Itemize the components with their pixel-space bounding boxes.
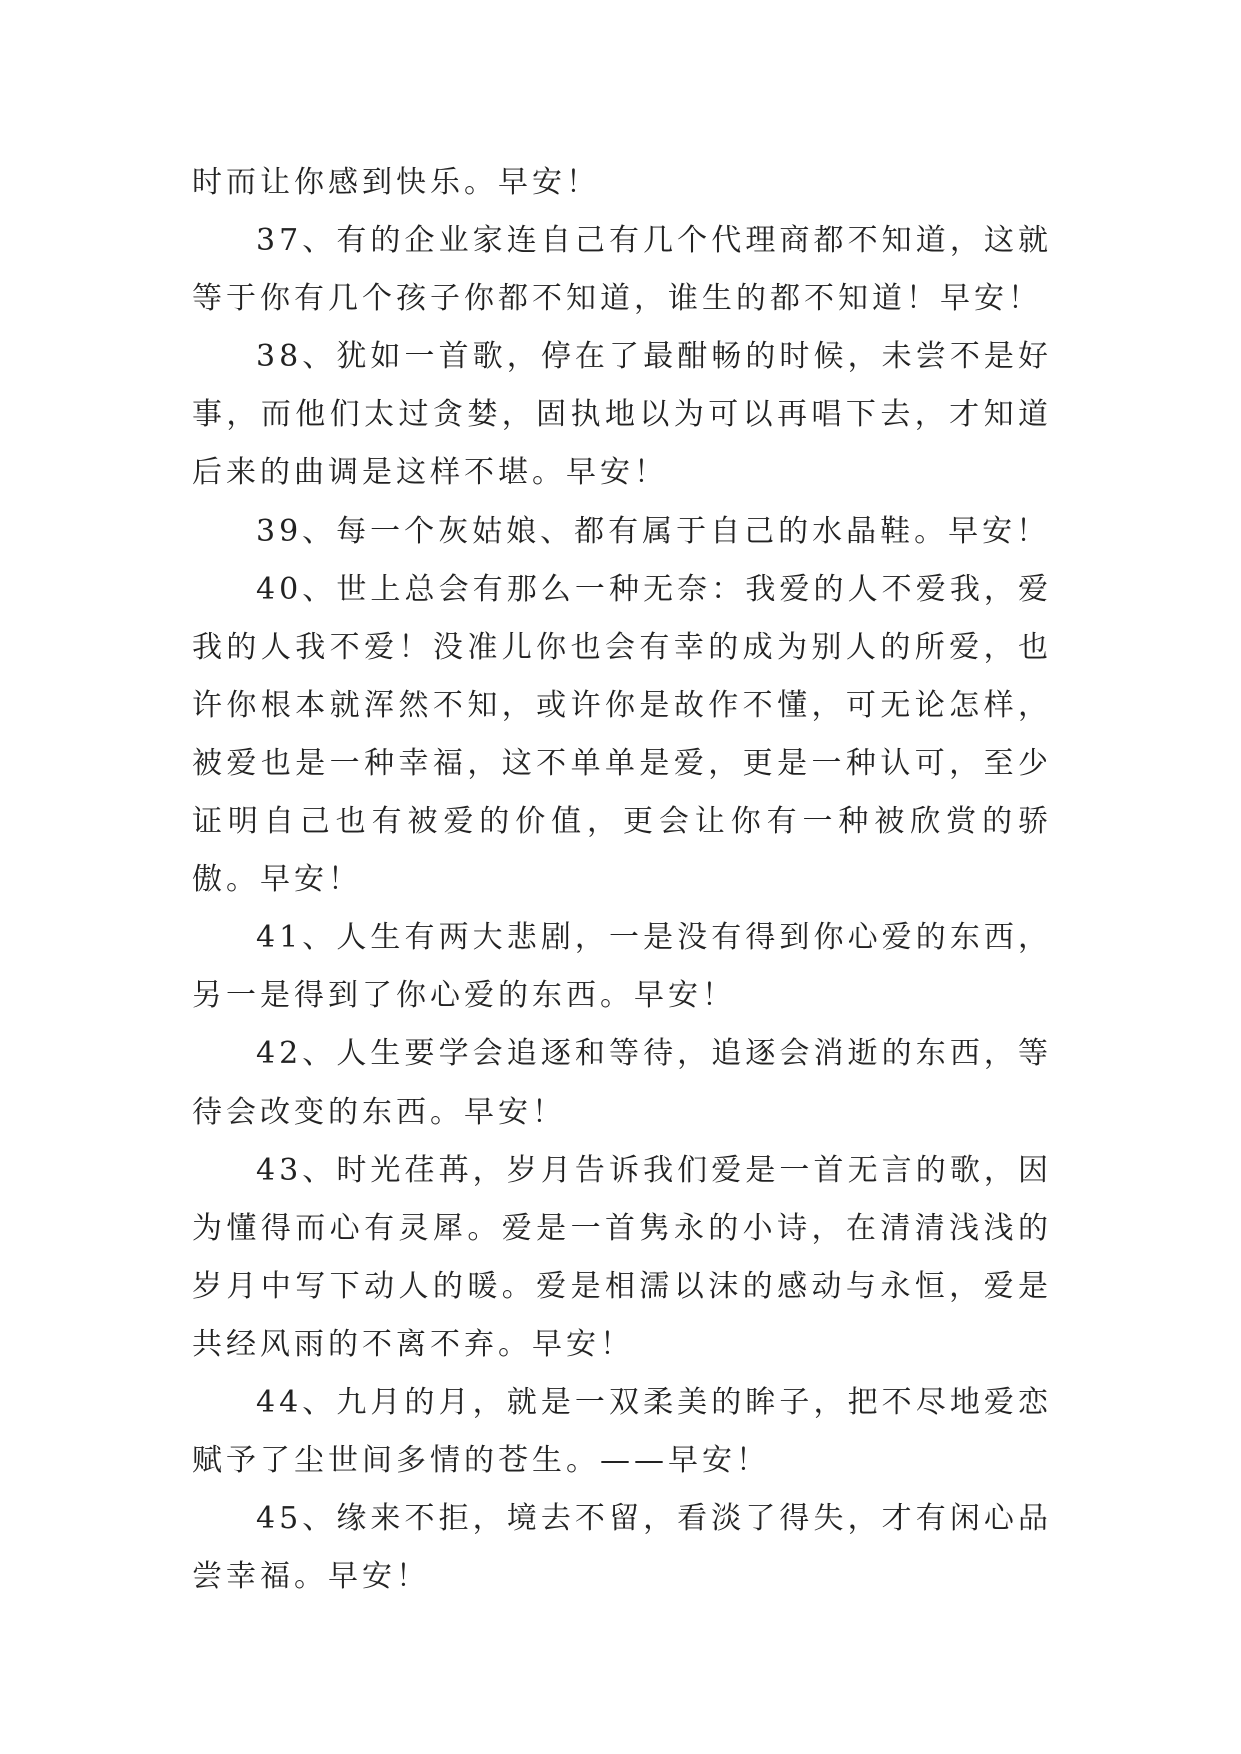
paragraph-37: 37、有的企业家连自己有几个代理商都不知道，这就等于你有几个孩子你都不知道，谁生的都不知道！早安！ — [192, 223, 1052, 317]
paragraph-43: 43、时光荏苒，岁月告诉我们爱是一首无言的歌，因为懂得而心有灵犀。爱是一首隽永的小诗，在清清浅浅的岁月中写下动人的暖。爱是相濡以沫的感动与永恒，爱是共经风雨的不离不弃。早安！ — [192, 1152, 1052, 1362]
paragraph-39: 39、每一个灰姑娘、都有属于自己的水晶鞋。早安！ — [256, 513, 1051, 549]
paragraph-41: 41、人生有两大悲剧，一是没有得到你心爱的东西，另一是得到了你心爱的东西。早安！ — [192, 920, 1052, 1014]
paragraph-continuation: 时而让你感到快乐。早安！ — [192, 165, 600, 200]
paragraph-38: 38、犹如一首歌，停在了最酣畅的时候，未尝不是好事，而他们太过贪婪，固执地以为可以再唱下去，才知道后来的曲调是这样不堪。早安！ — [192, 339, 1052, 491]
paragraph-40: 40、世上总会有那么一种无奈：我爱的人不爱我，爱我的人我不爱！没准儿你也会有幸的成为别人的所爱，也许你根本就浑然不知，或许你是故作不懂，可无论怎样，被爱也是一种幸福，这不单单是爱，更是一种认可，至少证明自己也有被爱的价值，更会让你有一种被欣赏的骄傲。早安！ — [192, 571, 1052, 898]
paragraph-42: 42、人生要学会追逐和等待，追逐会消逝的东西，等待会改变的东西。早安！ — [192, 1036, 1052, 1130]
paragraph-44: 44、九月的月，就是一双柔美的眸子，把不尽地爱恋赋予了尘世间多情的苍生。——早安！ — [192, 1384, 1052, 1479]
document-body — [192, 154, 1052, 1606]
paragraph-45: 45、缘来不拒，境去不留，看淡了得失，才有闲心品尝幸福。早安！ — [192, 1501, 1052, 1595]
